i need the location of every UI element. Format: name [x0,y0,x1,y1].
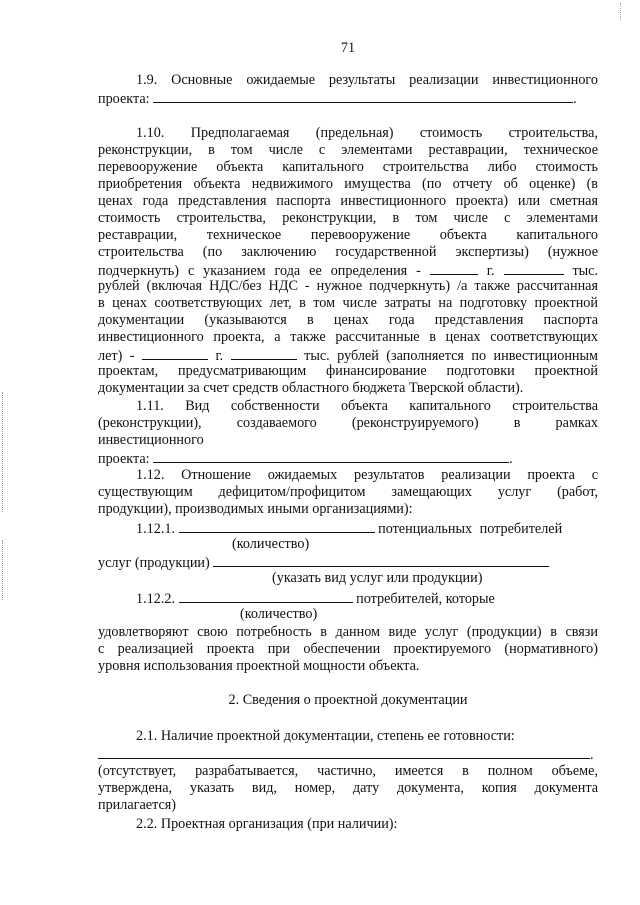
years-text: лет) - [98,348,135,363]
scan-margin-artifact [2,392,6,512]
section-1-10-line: документации за счет средств областного бюджета Тверской области). [98,380,524,396]
thousand-abbrev: тыс. [572,263,598,278]
quantity-hint: (количество) [232,536,310,552]
cost-blank-field[interactable] [504,261,564,275]
quantity-hint: (количество) [240,606,318,622]
section-1-10-line [98,346,598,363]
services-blank-field[interactable] [213,553,549,567]
section-1-10-line: строительства (по заключению государственной экспертизы) (нужное [98,244,598,260]
section-1-10-line [98,261,598,278]
section-1-10-line: проектам, предусматривающим финансирование подготовки проектной [98,363,598,379]
section-1-10-line: инвестиционного проекта, а также рассчитанные в ценах соответствующих [98,329,598,345]
section-1-11-line: 1.11. Вид собственности объекта капитального строительства [136,398,598,414]
doc-cost-blank-field[interactable] [231,346,297,360]
services-line [98,553,598,570]
section-1-10-line: приобретения объекта недвижимого имущества (по отчету об оценке) (в [98,176,598,192]
period: . [509,451,513,466]
project-label: проекта: [98,451,150,466]
section-1-12-1-line [136,519,598,536]
section-1-10-line: рублей (включая НДС/без НДС - нужное подчеркнуть) /а также рассчитанная [98,278,598,294]
section-2-1-hint: (отсутствует, разрабатывается, частично, имеется в полном объеме, [98,763,598,779]
consumers-text: потенциальных потребителей [378,521,563,536]
section-2-1-blank-line [98,745,598,762]
item-number: 1.12.1. [136,521,176,536]
period: . [573,91,577,106]
section-1-11-line [98,449,598,466]
section-1-11-line: инвестиционного [98,432,204,448]
section-1-12-2-line [136,589,598,606]
section-1-9-line-1: 1.9. Основные ожидаемые результаты реализации инвестиционного [136,72,598,88]
year-abbrev: г. [215,348,224,363]
doc-cost-text: тыс. рублей (заполняется по инвестиционным [304,348,598,363]
consumers-text: потребителей, которые [356,591,495,606]
year-abbrev: г. [486,263,495,278]
section-2-title: 2. Сведения о проектной документации [228,692,468,708]
doc-year-blank-field[interactable] [142,346,208,360]
results-blank-field[interactable] [153,89,573,103]
section-1-10-line: документации (указываются в ценах года представления паспорта [98,312,598,328]
section-1-12-line: уровня использования проектной мощности объекта. [98,658,420,674]
section-1-9-line-2 [98,89,598,106]
section-1-12-line: существующим дефицитом/профицитом замещающих услуг (работ, [98,484,598,500]
project-docs-blank-field[interactable] [98,745,590,759]
consumers-blank-field[interactable] [179,589,353,603]
period: . [590,747,594,762]
section-1-10-line: в ценах соответствующих лет, в том числе затраты на подготовку проектной [98,295,598,311]
page-number: 71 [340,40,356,56]
section-1-12-line: продукции), производимых иными организациями): [98,501,413,517]
section-2-1-hint: прилагается) [98,797,176,813]
project-label: проекта: [98,91,150,106]
section-1-10-line: реставрации, техническое перевооружение объекта капитального [98,227,598,243]
services-hint: (указать вид услуг или продукции) [272,570,483,586]
year-text: подчеркнуть) с указанием года ее определения - [98,263,421,278]
year-blank-field[interactable] [430,261,478,275]
section-1-10-line: 1.10. Предполагаемая (предельная) стоимость строительства, [136,125,598,141]
section-1-12-line: с реализацией проекта при обеспечении проектируемого (нормативного) [98,641,598,657]
section-2-1-hint: утверждена, указать вид, номер, дату документа, копия документа [98,780,598,796]
section-1-12-line: 1.12. Отношение ожидаемых результатов реализации проекта с [136,467,598,483]
section-1-10-line: ценах года представления паспорта инвестиционного проекта) или сметная [98,193,598,209]
section-1-10-line: стоимость строительства, реконструкции, в том числе с элементами [98,210,598,226]
section-1-10-line: реконструкции, в том числе с элементами реставрации, техническое [98,142,598,158]
scan-artifact [620,3,622,21]
ownership-blank-field[interactable] [153,449,509,463]
section-2-1-line: 2.1. Наличие проектной документации, степень ее готовности: [136,728,515,744]
services-label: услуг (продукции) [98,555,210,570]
section-1-10-line: перевооружение объекта капитального строительства либо стоимость [98,159,598,175]
scan-margin-artifact [2,540,6,600]
item-number: 1.12.2. [136,591,176,606]
section-2-2-line: 2.2. Проектная организация (при наличии): [136,816,398,832]
potential-consumers-blank-field[interactable] [179,519,375,533]
section-1-12-line: удовлетворяют свою потребность в данном виде услуг (продукции) в связи [98,624,598,640]
section-1-11-line: (реконструкции), создаваемого (реконструируемого) в рамках [98,415,598,431]
